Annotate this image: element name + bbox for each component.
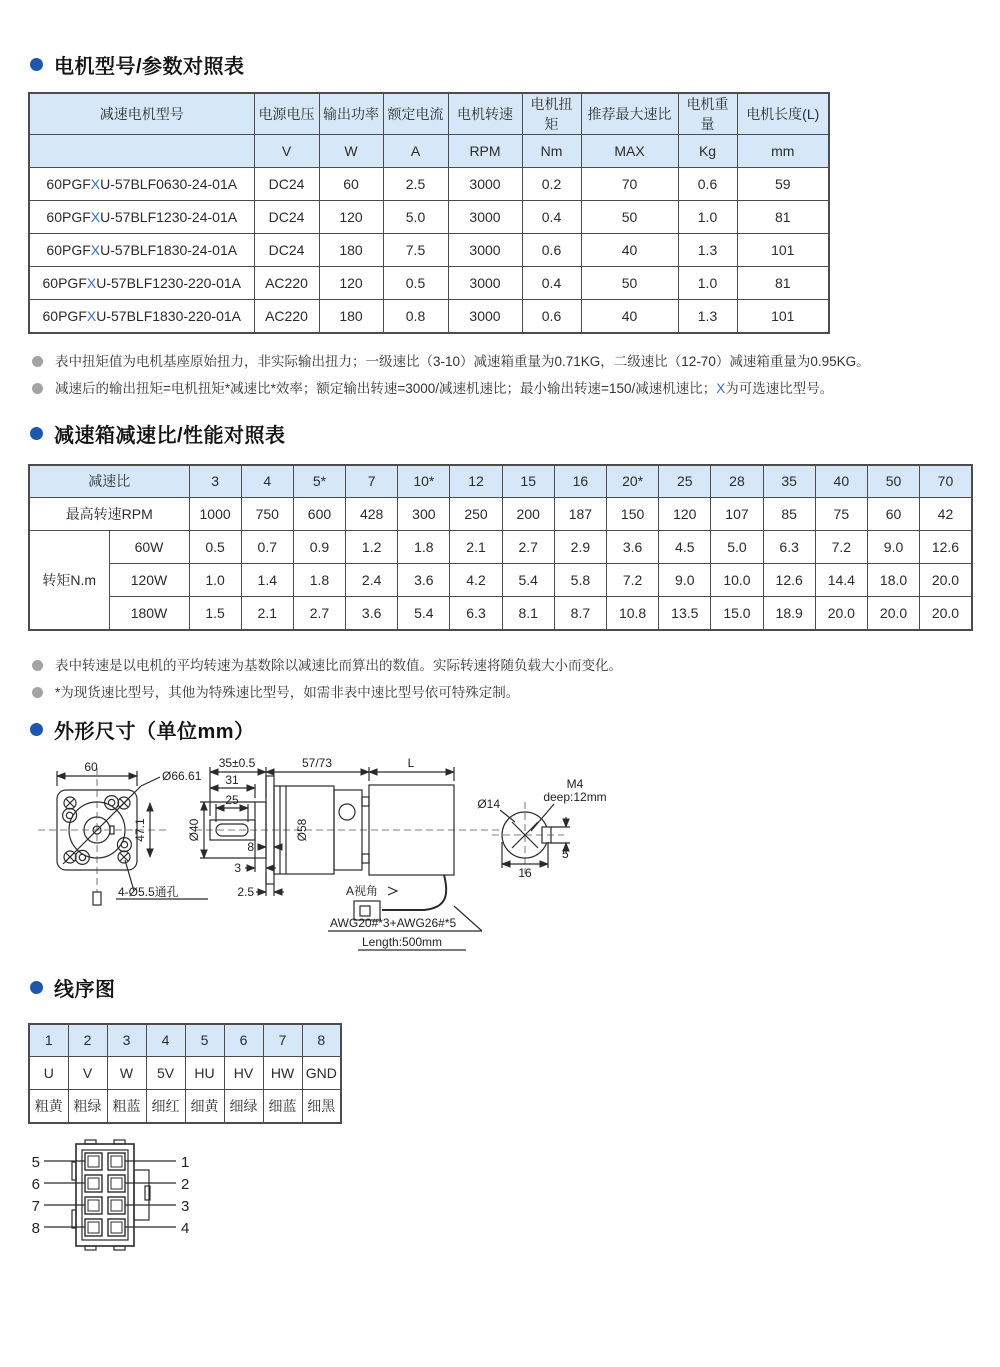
gear-torque-cell: 12.6 <box>763 564 815 597</box>
wire-color-cell: 粗绿 <box>68 1090 107 1123</box>
gear-rpm-cell: 428 <box>346 498 398 531</box>
section-header-gearbox <box>30 419 972 448</box>
model-prefix: 60PGF <box>42 275 87 291</box>
model-suffix: U-57BLF0630-24-01A <box>100 176 238 192</box>
gear-rpm-cell: 107 <box>711 498 763 531</box>
gear-ratio-cell: 4 <box>241 465 293 498</box>
gear-rpm-label: 最高转速RPM <box>29 498 189 531</box>
gear-torque-cell: 2.9 <box>554 531 606 564</box>
note-text: *为现货速比型号，其他为特殊速比型号，如需非表中速比型号依可特殊定制。 <box>55 684 520 700</box>
motor-model-cell <box>29 234 254 267</box>
note-text: 表中转速是以电机的平均转速为基数除以减速比而算出的数值。实际转速将随负载大小而变化。 <box>55 657 622 673</box>
gear-torque-cell: 20.0 <box>815 597 867 630</box>
motor-value-cell: 120 <box>319 201 383 234</box>
model-suffix: U-57BLF1830-220-01A <box>96 307 241 324</box>
gear-torque-cell: 6.3 <box>450 597 502 630</box>
motor-value-cell: DC24 <box>254 168 319 201</box>
pin-label-right: 3 <box>181 1197 190 1215</box>
dim-front-holes: 4-Ø5.5通孔 <box>118 884 179 899</box>
dim-2-5: 2.5 <box>237 884 254 899</box>
model-x: X <box>90 176 101 192</box>
motor-value-cell: DC24 <box>254 201 319 234</box>
model-x: X <box>90 209 101 225</box>
gear-power-cell: 180W <box>109 597 189 630</box>
model-x: X <box>86 307 97 324</box>
gear-torque-cell: 10.8 <box>607 597 659 630</box>
motor-value-cell: 2.5 <box>383 168 448 201</box>
dim-25: 25 <box>225 792 239 807</box>
model-prefix: 60PGF <box>42 307 87 324</box>
gear-ratio-cell: 25 <box>659 465 711 498</box>
gear-torque-cell: 1.5 <box>189 597 241 630</box>
note-segment: 为可选速比型号。 <box>725 380 834 396</box>
section-bullet-icon <box>30 58 43 71</box>
motor-value-cell: 0.6 <box>522 300 581 333</box>
motor-value-cell: 3000 <box>448 300 522 333</box>
wire-color-cell: 细蓝 <box>263 1090 302 1123</box>
motor-unit-cell: W <box>319 135 383 168</box>
gear-torque-cell: 20.0 <box>920 564 972 597</box>
connector-pins <box>85 1153 125 1236</box>
model-suffix: U-57BLF1230-24-01A <box>100 209 238 225</box>
wire-signal-cell: V <box>68 1057 107 1090</box>
wire-color-cell: 粗黄 <box>29 1090 68 1123</box>
gear-rpm-cell: 120 <box>659 498 711 531</box>
model-prefix: 60PGF <box>46 242 91 258</box>
cable-length-label: Length:500mm <box>362 934 443 949</box>
note-bullet-icon <box>32 687 43 698</box>
motor-value-cell: 3000 <box>448 168 522 201</box>
dimension-drawing-wrap <box>30 750 972 961</box>
motor-value-cell: 0.6 <box>678 168 737 201</box>
dim-gearbox-length: 57/73 <box>301 755 333 770</box>
note-text <box>55 380 833 398</box>
motor-unit-cell: V <box>254 135 319 168</box>
pin-label-right: 4 <box>181 1219 190 1237</box>
gear-rpm-cell: 200 <box>502 498 554 531</box>
note-segment: 表中扭矩值为电机基座原始扭力，非实际输出扭力；一级速比（3-10）减速箱重量为0.71KG，二级速比（12-70）减速箱重量为0.95KG。 <box>55 353 870 369</box>
section-header-dimensions <box>30 715 972 744</box>
motor-value-cell: 1.0 <box>678 267 737 300</box>
gear-rpm-cell: 300 <box>398 498 450 531</box>
note-line <box>32 684 972 702</box>
motor-value-cell: 0.8 <box>383 300 448 333</box>
connector-diagram <box>28 1138 228 1260</box>
gear-power-cell: 120W <box>109 564 189 597</box>
motor-model-cell <box>29 168 254 201</box>
motor-table-row <box>29 168 829 201</box>
gear-torque-cell: 2.7 <box>502 531 554 564</box>
motor-value-cell: 70 <box>581 168 678 201</box>
wire-signal-cell: W <box>107 1057 146 1090</box>
pin-label-left: 5 <box>31 1153 40 1171</box>
gear-torque-cell: 5.4 <box>502 564 554 597</box>
motor-value-cell: AC220 <box>254 300 319 333</box>
gear-torque-cell: 4.5 <box>659 531 711 564</box>
gear-power-cell: 60W <box>109 531 189 564</box>
wire-color-cell: 细黄 <box>185 1090 224 1123</box>
motor-header-cell: 电机扭矩 <box>522 93 581 135</box>
motor-value-cell: 0.6 <box>522 234 581 267</box>
pin-label-left: 7 <box>31 1197 40 1215</box>
gear-torque-cell: 14.4 <box>815 564 867 597</box>
note-segment: 减速后的输出扭矩=电机扭矩*减速比*效率；额定输出转速=3000/减速机速比；最小输出转速=150/减速机速比； <box>55 380 717 396</box>
motor-value-cell: 0.4 <box>522 201 581 234</box>
model-suffix: U-57BLF1830-24-01A <box>100 242 238 258</box>
gear-rpm-cell: 600 <box>293 498 345 531</box>
gear-torque-cell: 2.1 <box>241 597 293 630</box>
section-header-wiring <box>30 973 972 1002</box>
motor-header-cell: 推荐最大速比 <box>581 93 678 135</box>
model-x: X <box>90 242 101 258</box>
dim-dia-58: Ø58 <box>295 818 309 841</box>
dim-31: 31 <box>225 772 239 787</box>
dim-front-width: 60 <box>84 759 98 774</box>
motor-value-cell: 180 <box>319 300 383 333</box>
gear-ratio-header-row <box>29 465 972 498</box>
gear-torque-cell: 1.0 <box>189 564 241 597</box>
gear-ratio-cell: 70 <box>920 465 972 498</box>
wire-color-row <box>29 1090 341 1123</box>
gear-torque-cell: 1.4 <box>241 564 293 597</box>
note-text <box>55 353 870 371</box>
gear-torque-cell: 9.0 <box>659 564 711 597</box>
wire-pin-cell: 7 <box>263 1024 302 1057</box>
pin-label-left: 8 <box>31 1219 40 1237</box>
gear-torque-cell: 20.0 <box>920 597 972 630</box>
model-x: X <box>86 275 97 291</box>
section-header-motor <box>30 50 972 79</box>
wire-signal-cell: HW <box>263 1057 302 1090</box>
gear-torque-cell: 1.2 <box>346 531 398 564</box>
motor-value-cell: 3000 <box>448 201 522 234</box>
gear-rpm-cell: 187 <box>554 498 606 531</box>
gear-torque-row <box>29 531 972 564</box>
gear-ratio-cell: 12 <box>450 465 502 498</box>
motor-value-cell: 50 <box>581 201 678 234</box>
wire-pin-row <box>29 1024 341 1057</box>
wire-pin-cell: 2 <box>68 1024 107 1057</box>
gear-torque-cell: 3.6 <box>607 531 659 564</box>
gear-torque-cell: 8.1 <box>502 597 554 630</box>
dim-motor-length: L <box>407 755 415 770</box>
wire-pin-cell: 8 <box>302 1024 341 1057</box>
cable-spec-label: AWG20#*3+AWG26#*5 <box>330 915 457 930</box>
gear-ratio-cell: 35 <box>763 465 815 498</box>
gear-torque-cell: 18.0 <box>867 564 919 597</box>
motor-header-cell: 电源电压 <box>254 93 319 135</box>
gear-torque-cell: 20.0 <box>867 597 919 630</box>
motor-unit-empty <box>29 135 254 168</box>
gear-rpm-cell: 75 <box>815 498 867 531</box>
motor-unit-cell: Nm <box>522 135 581 168</box>
motor-model-cell <box>29 267 254 300</box>
note-bullet-icon <box>32 660 43 671</box>
gear-notes <box>28 657 972 702</box>
motor-header-cell: 输出功率 <box>319 93 383 135</box>
note-bullet-icon <box>32 356 43 367</box>
gear-torque-cell: 0.7 <box>241 531 293 564</box>
dim-5: 5 <box>562 846 569 861</box>
wire-signal-row <box>29 1057 341 1090</box>
wire-pin-cell: 6 <box>224 1024 263 1057</box>
motor-value-cell: 120 <box>319 267 383 300</box>
motor-value-cell: 60 <box>319 168 383 201</box>
connector-diagram-wrap <box>28 1138 972 1265</box>
motor-header-cell: 电机重量 <box>678 93 737 135</box>
motor-value-cell: 50 <box>581 267 678 300</box>
dim-front-height: 47.1 <box>133 817 147 842</box>
motor-value-cell: 180 <box>319 234 383 267</box>
motor-unit-cell: Kg <box>678 135 737 168</box>
gear-torque-cell: 7.2 <box>607 564 659 597</box>
view-a-arrow-icon <box>388 887 397 895</box>
wire-signal-cell: U <box>29 1057 68 1090</box>
gear-ratio-cell: 10* <box>398 465 450 498</box>
motor-value-cell: 40 <box>581 300 678 333</box>
gear-ratio-table <box>28 464 973 631</box>
gear-rpm-cell: 750 <box>241 498 293 531</box>
gear-torque-cell: 5.4 <box>398 597 450 630</box>
wire-signal-cell: HU <box>185 1057 224 1090</box>
model-suffix: U-57BLF1230-220-01A <box>96 275 241 291</box>
gear-torque-cell: 12.6 <box>920 531 972 564</box>
dim-dia-40: Ø40 <box>187 818 201 841</box>
gear-rpm-cell: 60 <box>867 498 919 531</box>
note-line <box>32 353 972 371</box>
pin-label-right: 1 <box>181 1153 190 1171</box>
wire-pin-cell: 4 <box>146 1024 185 1057</box>
dim-dia-14: Ø14 <box>477 796 500 811</box>
gear-ratio-cell: 40 <box>815 465 867 498</box>
wire-color-cell: 粗蓝 <box>107 1090 146 1123</box>
motor-value-cell: 101 <box>737 234 829 267</box>
gear-rpm-row <box>29 498 972 531</box>
wire-signal-cell: 5V <box>146 1057 185 1090</box>
note-line <box>32 657 972 675</box>
view-a-label: A视角 <box>346 883 379 898</box>
note-segment-blue-x: X <box>716 380 726 396</box>
motor-unit-cell: A <box>383 135 448 168</box>
section-title-dimensions: 外形尺寸（单位mm） <box>54 720 255 743</box>
gear-rpm-cell: 250 <box>450 498 502 531</box>
gear-torque-cell: 1.8 <box>293 564 345 597</box>
gear-torque-cell: 4.2 <box>450 564 502 597</box>
note-line <box>32 380 972 398</box>
shaft-end-view <box>492 802 570 874</box>
gear-torque-cell: 6.3 <box>763 531 815 564</box>
gear-torque-cell: 7.2 <box>815 531 867 564</box>
motor-model-cell <box>29 201 254 234</box>
motor-value-cell: 3000 <box>448 267 522 300</box>
dimension-drawing <box>30 750 970 956</box>
section-title-gearbox: 减速箱减速比/性能对照表 <box>54 424 286 447</box>
motor-parameter-table <box>28 92 830 334</box>
gear-torque-cell: 18.9 <box>763 597 815 630</box>
wire-pin-cell: 3 <box>107 1024 146 1057</box>
gear-ratio-cell: 50 <box>867 465 919 498</box>
motor-value-cell: 81 <box>737 267 829 300</box>
motor-value-cell: 3000 <box>448 234 522 267</box>
gear-torque-row <box>29 564 972 597</box>
dim-8: 8 <box>247 839 254 854</box>
motor-value-cell: 0.5 <box>383 267 448 300</box>
gear-rpm-cell: 150 <box>607 498 659 531</box>
gear-torque-cell: 3.6 <box>398 564 450 597</box>
gear-rpm-cell: 85 <box>763 498 815 531</box>
motor-notes <box>28 353 972 398</box>
motor-table-unit-row <box>29 135 829 168</box>
motor-header-cell: 额定电流 <box>383 93 448 135</box>
gear-torque-cell: 15.0 <box>711 597 763 630</box>
motor-value-cell: DC24 <box>254 234 319 267</box>
gear-torque-cell: 13.5 <box>659 597 711 630</box>
motor-value-cell: 1.3 <box>678 234 737 267</box>
gear-torque-cell: 0.5 <box>189 531 241 564</box>
motor-header-cell: 电机长度(L) <box>737 93 829 135</box>
motor-value-cell: 59 <box>737 168 829 201</box>
gear-rpm-cell: 42 <box>920 498 972 531</box>
gear-torque-cell: 5.0 <box>711 531 763 564</box>
gear-ratio-cell: 28 <box>711 465 763 498</box>
model-prefix: 60PGF <box>46 209 91 225</box>
gear-ratio-label: 减速比 <box>29 465 189 498</box>
gear-torque-cell: 10.0 <box>711 564 763 597</box>
gear-torque-cell: 8.7 <box>554 597 606 630</box>
motor-unit-cell: mm <box>737 135 829 168</box>
motor-table-row <box>29 300 829 333</box>
gear-torque-cell: 2.4 <box>346 564 398 597</box>
motor-unit-cell: RPM <box>448 135 522 168</box>
tap-depth-label: deep:12mm <box>543 789 607 804</box>
wire-color-cell: 细黑 <box>302 1090 341 1123</box>
motor-table-row <box>29 267 829 300</box>
gear-torque-cell: 1.8 <box>398 531 450 564</box>
tap-label: M4 <box>566 776 584 791</box>
gear-ratio-cell: 20* <box>607 465 659 498</box>
motor-value-cell: 1.3 <box>678 300 737 333</box>
motor-value-cell: 5.0 <box>383 201 448 234</box>
motor-value-cell: AC220 <box>254 267 319 300</box>
section-bullet-icon <box>30 981 43 994</box>
gear-ratio-cell: 3 <box>189 465 241 498</box>
gear-torque-cell: 5.8 <box>554 564 606 597</box>
pin-label-right: 2 <box>181 1175 190 1193</box>
wire-pin-cell: 1 <box>29 1024 68 1057</box>
section-title-wiring: 线序图 <box>54 978 116 1001</box>
gear-torque-cell: 2.7 <box>293 597 345 630</box>
motor-value-cell: 0.4 <box>522 267 581 300</box>
wire-color-cell: 细红 <box>146 1090 185 1123</box>
model-prefix: 60PGF <box>46 176 91 192</box>
gear-torque-cell: 2.1 <box>450 531 502 564</box>
section-bullet-icon <box>30 427 43 440</box>
motor-value-cell: 1.0 <box>678 201 737 234</box>
motor-value-cell: 40 <box>581 234 678 267</box>
gear-rpm-cell: 1000 <box>189 498 241 531</box>
note-bullet-icon <box>32 383 43 394</box>
gear-ratio-cell: 7 <box>346 465 398 498</box>
motor-header-model: 减速电机型号 <box>29 93 254 135</box>
gear-torque-cell: 0.9 <box>293 531 345 564</box>
motor-model-cell <box>29 300 254 333</box>
gear-ratio-cell: 16 <box>554 465 606 498</box>
motor-table-header-row <box>29 93 829 135</box>
wire-pin-cell: 5 <box>185 1024 224 1057</box>
section-title-motor: 电机型号/参数对照表 <box>54 56 245 78</box>
motor-value-cell: 101 <box>737 300 829 333</box>
wire-signal-cell: HV <box>224 1057 263 1090</box>
gear-ratio-cell: 15 <box>502 465 554 498</box>
motor-value-cell: 81 <box>737 201 829 234</box>
wire-sequence-table <box>28 1023 342 1124</box>
dim-3: 3 <box>234 860 241 875</box>
section-bullet-icon <box>30 723 43 736</box>
wire-color-cell: 细绿 <box>224 1090 263 1123</box>
dim-35: 35±0.5 <box>218 755 256 770</box>
motor-value-cell: 0.2 <box>522 168 581 201</box>
pin-label-left: 6 <box>31 1175 40 1193</box>
connector-leaders <box>44 1161 176 1227</box>
motor-unit-cell: MAX <box>581 135 678 168</box>
motor-table-row <box>29 201 829 234</box>
motor-table-row <box>29 234 829 267</box>
motor-value-cell: 7.5 <box>383 234 448 267</box>
dim-front-dia: Ø66.61 <box>162 768 202 783</box>
gear-torque-cell: 3.6 <box>346 597 398 630</box>
gear-torque-label: 转矩N.m <box>29 531 109 630</box>
gear-torque-row <box>29 597 972 630</box>
dim-16: 16 <box>518 865 532 880</box>
motor-header-cell: 电机转速 <box>448 93 522 135</box>
gear-torque-cell: 9.0 <box>867 531 919 564</box>
gear-ratio-cell: 5* <box>293 465 345 498</box>
wire-signal-cell: GND <box>302 1057 341 1090</box>
